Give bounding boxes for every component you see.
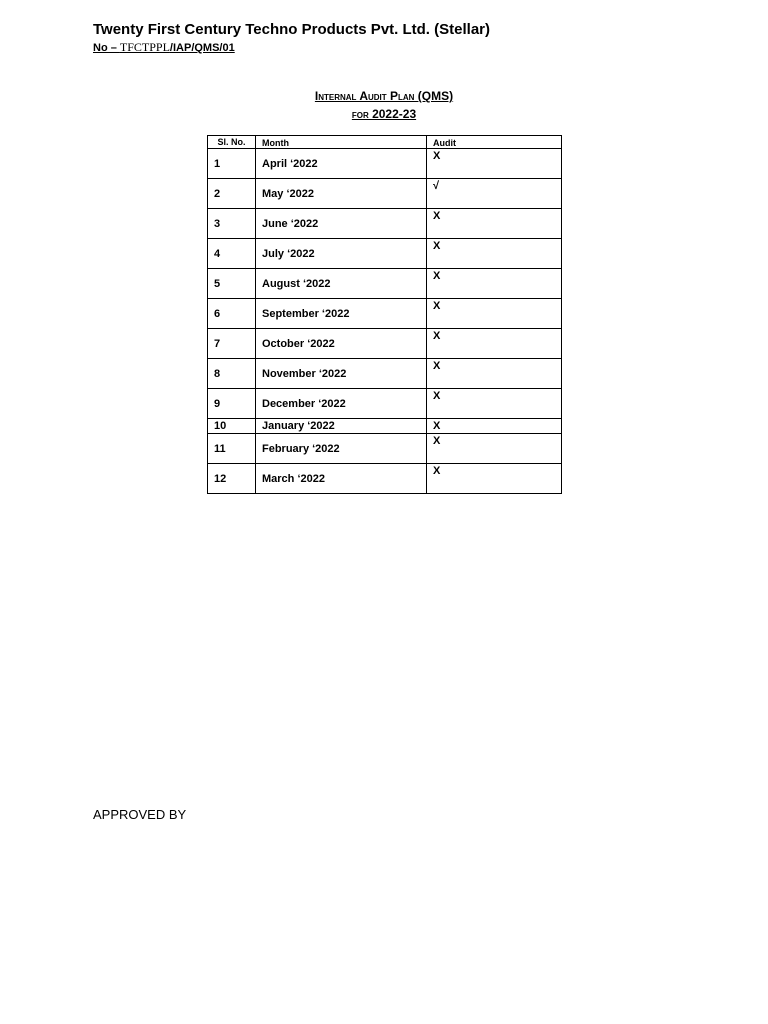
sl-no-cell: 7 <box>208 329 256 359</box>
column-header-sl-no: Sl. No. <box>208 136 256 149</box>
sl-no-cell: 5 <box>208 269 256 299</box>
audit-cell: X <box>427 239 562 269</box>
table-row <box>208 209 562 239</box>
sl-no-cell: 12 <box>208 464 256 494</box>
audit-cell: X <box>427 299 562 329</box>
document-number <box>93 40 235 55</box>
audit-cell: X <box>427 269 562 299</box>
month-cell: April ‘2022 <box>256 149 427 179</box>
audit-plan-table <box>207 135 562 494</box>
sl-no-cell: 2 <box>208 179 256 209</box>
table-row <box>208 464 562 494</box>
audit-cell: X <box>427 419 562 434</box>
audit-cell: X <box>427 434 562 464</box>
table-row <box>208 419 562 434</box>
table-row <box>208 329 562 359</box>
sl-no-cell: 11 <box>208 434 256 464</box>
column-header-audit: Audit <box>427 136 562 149</box>
audit-cell: X <box>427 209 562 239</box>
table-row <box>208 299 562 329</box>
table-row <box>208 269 562 299</box>
month-cell: November ‘2022 <box>256 359 427 389</box>
month-cell: October ‘2022 <box>256 329 427 359</box>
table-row <box>208 389 562 419</box>
table-row <box>208 179 562 209</box>
month-cell: June ‘2022 <box>256 209 427 239</box>
sl-no-cell: 3 <box>208 209 256 239</box>
audit-cell: X <box>427 329 562 359</box>
table-row <box>208 434 562 464</box>
doc-no-prefix: No – <box>93 42 120 54</box>
page-title: Internal Audit Plan (QMS) <box>314 89 454 103</box>
table-row <box>208 149 562 179</box>
audit-cell: X <box>427 359 562 389</box>
sl-no-cell: 8 <box>208 359 256 389</box>
month-cell: July ‘2022 <box>256 239 427 269</box>
sl-no-cell: 10 <box>208 419 256 434</box>
sl-no-cell: 9 <box>208 389 256 419</box>
month-cell: January ‘2022 <box>256 419 427 434</box>
month-cell: December ‘2022 <box>256 389 427 419</box>
table-header-row <box>208 136 562 149</box>
month-cell: September ‘2022 <box>256 299 427 329</box>
audit-cell: X <box>427 149 562 179</box>
month-cell: February ‘2022 <box>256 434 427 464</box>
month-cell: May ‘2022 <box>256 179 427 209</box>
doc-no-code: TFCTPPL <box>119 40 170 54</box>
page-subtitle: for 2022-23 <box>351 107 417 121</box>
sl-no-cell: 1 <box>208 149 256 179</box>
month-cell: August ‘2022 <box>256 269 427 299</box>
month-cell: March ‘2022 <box>256 464 427 494</box>
company-name: Twenty First Century Techno Products Pvt. Ltd. (Stellar) <box>93 21 490 38</box>
doc-no-suffix: /IAP/QMS/01 <box>169 42 235 54</box>
audit-cell: X <box>427 464 562 494</box>
column-header-month: Month <box>256 136 427 149</box>
sl-no-cell: 6 <box>208 299 256 329</box>
table-row <box>208 359 562 389</box>
sl-no-cell: 4 <box>208 239 256 269</box>
audit-cell: X <box>427 389 562 419</box>
approved-by-label: APPROVED BY <box>93 807 187 822</box>
table-row <box>208 239 562 269</box>
audit-cell: √ <box>427 179 562 209</box>
